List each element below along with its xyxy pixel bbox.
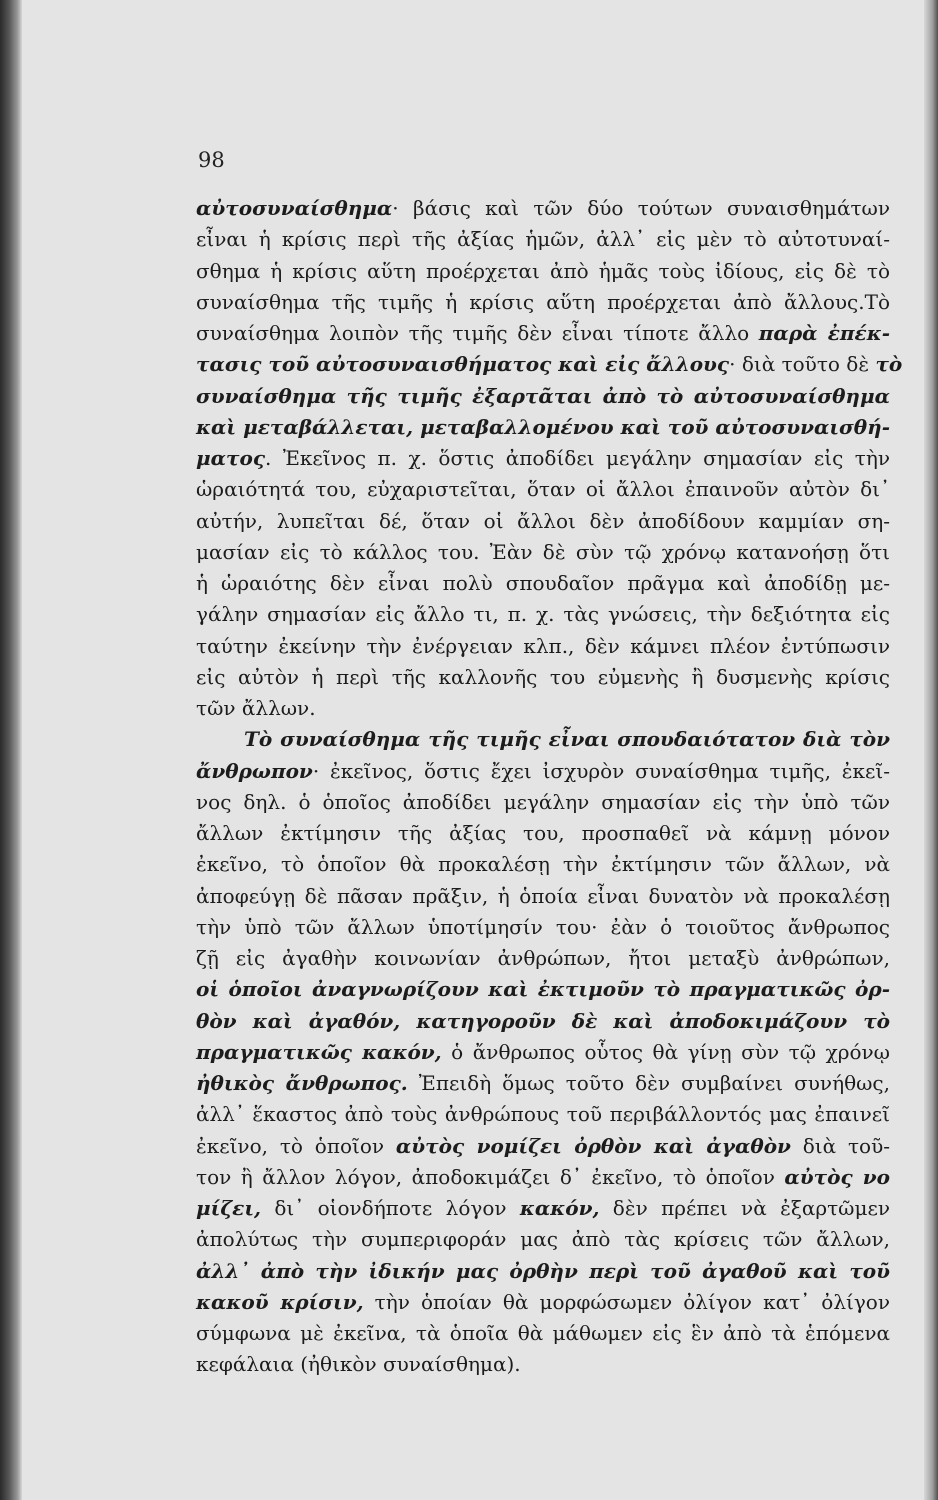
emphasized-text: ἄνθρωπον bbox=[196, 758, 313, 783]
text-run: τὴν ὁποίαν θὰ μορφώσωμεν ὀλίγον κατ᾿ ὀλίγον bbox=[363, 1289, 890, 1314]
text-run: μασίαν εἰς τὸ κάλλος του. Ἐὰν δὲ σὺν τῷ χρόνῳ κατανοήσῃ ὅτι bbox=[196, 539, 890, 564]
text-line bbox=[196, 943, 890, 974]
text-line bbox=[196, 787, 890, 818]
text-line bbox=[196, 599, 890, 630]
emphasized-text: τὸ bbox=[875, 352, 903, 377]
text-line bbox=[196, 1037, 890, 1068]
text-run: τον ἢ ἄλλον λόγον, ἀποδοκιμάζει δ᾿ ἐκεῖνο, τὸ ὁποῖον bbox=[196, 1164, 785, 1189]
page-edge-shadow bbox=[924, 0, 938, 1500]
text-line bbox=[196, 662, 890, 693]
emphasized-text: κακόν, bbox=[519, 1196, 600, 1220]
text-run: κεφάλαια (ἠθικὸν συναίσθημα). bbox=[196, 1352, 521, 1377]
text-run: · διὰ τοῦτο δὲ bbox=[729, 352, 876, 377]
text-run: ἐκεῖνο, τὸ ὁποῖον θὰ προκαλέσῃ τὴν ἐκτίμησιν τῶν ἄλλων, νὰ bbox=[196, 852, 890, 877]
text-run: δι᾿ οἱονδήποτε λόγον bbox=[260, 1196, 520, 1220]
emphasized-text: μίζει, bbox=[196, 1196, 261, 1220]
text-line bbox=[196, 381, 890, 412]
page-number: 98 bbox=[198, 148, 225, 172]
text-line bbox=[196, 756, 890, 787]
text-line bbox=[196, 193, 890, 224]
text-run: ἀπολύτως τὴν συμπεριφοράν μας ἀπὸ τὰς κρίσεις τῶν ἄλλων, bbox=[196, 1227, 890, 1252]
text-run: εἶναι ἡ κρίσις περὶ τῆς ἀξίας ἡμῶν, ἀλλ᾿ εἰς μὲν τὸ αὐτοτυναί- bbox=[196, 227, 890, 252]
text-run: ζῇ εἰς ἀγαθὴν κοινωνίαν ἀνθρώπων, ἤτοι μεταξὺ ἀνθρώπων, bbox=[196, 946, 890, 970]
text-line bbox=[196, 1287, 890, 1318]
emphasized-text: παρὰ ἐπέκ- bbox=[758, 321, 890, 345]
text-run: ἡ ὡραιότης δὲν εἶναι πολὺ σπουδαῖον πρᾶγμα καὶ ἀποδίδῃ με- bbox=[196, 571, 890, 595]
text-run: τῶν ἄλλων. bbox=[196, 696, 316, 720]
emphasized-text: ἀλλ᾿ ἀπὸ τὴν ἰδικήν μας ὀρθὴν περὶ τοῦ ἀγαθοῦ καὶ τοῦ bbox=[196, 1258, 890, 1283]
text-line bbox=[196, 256, 890, 287]
emphasized-text: Τὸ συναίσθημα τῆς τιμῆς εἶναι σπουδαιότατον διὰ τὸν bbox=[244, 727, 890, 752]
emphasized-text: οἱ ὁποῖοι ἀναγνωρίζουν καὶ ἐκτιμοῦν τὸ πραγματικῶς ὀρ- bbox=[196, 977, 890, 1002]
text-line bbox=[196, 568, 890, 599]
text-line bbox=[196, 912, 890, 943]
text-run: ταύτην ἐκείνην τὴν ἐνέργειαν κλπ., δὲν κάμνει πλέον ἐντύπωσιν bbox=[196, 633, 890, 658]
text-line bbox=[196, 974, 890, 1005]
emphasized-text: κακοῦ κρίσιν, bbox=[196, 1289, 364, 1314]
text-line bbox=[196, 474, 890, 505]
text-line bbox=[196, 412, 890, 443]
text-run: ἀποφεύγῃ δὲ πᾶσαν πρᾶξιν, ἡ ὁποία εἶναι δυνατὸν νὰ προκαλέσῃ bbox=[196, 883, 890, 908]
text-line bbox=[196, 443, 890, 474]
text-run: Ἐπειδὴ ὅμως τοῦτο δὲν συμβαίνει συνήθως, bbox=[407, 1071, 890, 1095]
text-line bbox=[196, 1349, 890, 1380]
text-run: γάλην σημασίαν εἰς ἄλλο τι, π. χ. τὰς γνώσεις, τὴν δεξιότητα εἰς bbox=[196, 602, 890, 627]
body-text bbox=[196, 193, 903, 1381]
text-run: δὲν πρέπει νὰ ἐξαρτῶμεν bbox=[599, 1196, 890, 1220]
text-line bbox=[196, 1193, 890, 1224]
text-run: ἀλλ᾿ ἕκαστος ἀπὸ τοὺς ἀνθρώπους τοῦ περιβάλλοντός μας ἐπαινεῖ bbox=[196, 1102, 890, 1127]
text-run: εἰς αὐτὸν ἡ περὶ τῆς καλλονῆς του εὐμενὴς ἢ δυσμενὴς κρίσις bbox=[196, 664, 890, 689]
text-run: νος δηλ. ὁ ὁποῖος ἀποδίδει μεγάλην σημασίαν εἰς τὴν ὑπὸ τῶν bbox=[196, 789, 890, 814]
text-line bbox=[196, 1099, 890, 1130]
text-line bbox=[196, 349, 903, 380]
emphasized-text: αὐτοσυναίσθημα bbox=[196, 196, 393, 220]
book-spine-shadow bbox=[0, 0, 22, 1500]
text-run: αὐτήν, λυπεῖται δέ, ὅταν οἱ ἄλλοι δὲν ἀποδίδουν καμμίαν ση- bbox=[196, 508, 890, 533]
emphasized-text: ματος bbox=[196, 446, 266, 470]
text-line bbox=[196, 1068, 890, 1099]
emphasized-text: πραγματικῶς κακόν, bbox=[196, 1039, 442, 1064]
text-line bbox=[196, 1162, 890, 1193]
text-line bbox=[196, 631, 890, 662]
text-line bbox=[196, 881, 890, 912]
text-run: ἐκεῖνο, τὸ ὁποῖον bbox=[196, 1133, 396, 1158]
text-run: ὡραιότητά του, εὐχαριστεῖται, ὅταν οἱ ἄλλοι ἐπαινοῦν αὐτὸν δι᾿ bbox=[196, 477, 890, 502]
emphasized-text: καὶ μεταβάλλεται, μεταβαλλομένου καὶ τοῦ αὐτοσυναισθή- bbox=[196, 414, 890, 439]
text-line bbox=[196, 693, 890, 724]
text-line bbox=[196, 287, 890, 318]
text-run: συναίσθημα λοιπὸν τῆς τιμῆς δὲν εἶναι τίποτε ἄλλο bbox=[196, 321, 759, 345]
text-run: · βάσις καὶ τῶν δύο τούτων συναισθημάτων bbox=[392, 196, 890, 220]
text-run: σθημα ἡ κρίσις αὕτη προέρχεται ἀπὸ ἡμᾶς τοὺς ἰδίους, εἰς δὲ τὸ bbox=[196, 258, 890, 283]
text-line bbox=[196, 1131, 890, 1162]
emphasized-text: τασις τοῦ αὐτοσυναισθήματος καὶ εἰς ἄλλους bbox=[196, 352, 730, 377]
text-line bbox=[196, 506, 890, 537]
emphasized-text: αὐτὸς νο bbox=[784, 1164, 890, 1189]
emphasized-text: συναίσθημα τῆς τιμῆς ἐξαρτᾶται ἀπὸ τὸ αὐτοσυναίσθημα bbox=[196, 383, 890, 408]
text-line bbox=[196, 1224, 890, 1255]
text-line bbox=[196, 1318, 890, 1349]
emphasized-text: θὸν καὶ ἀγαθόν, κατηγοροῦν δὲ καὶ ἀποδοκιμάζουν τὸ bbox=[196, 1008, 890, 1033]
text-run: ὁ ἄνθρωπος οὗτος θὰ γίνῃ σὺν τῷ χρόνῳ bbox=[441, 1039, 890, 1064]
text-run: συναίσθημα τῆς τιμῆς ἡ κρίσις αὕτη προέρχεται ἀπὸ ἄλλους.Τὸ bbox=[196, 289, 890, 314]
text-line bbox=[196, 724, 890, 755]
text-run: σύμφωνα μὲ ἐκεῖνα, τὰ ὁποῖα θὰ μάθωμεν εἰς ἓν ἀπὸ τὰ ἑπόμενα bbox=[196, 1321, 890, 1345]
text-line bbox=[196, 849, 890, 880]
text-line bbox=[196, 224, 890, 255]
text-line bbox=[196, 1006, 890, 1037]
text-line bbox=[196, 1256, 890, 1287]
emphasized-text: αὐτὸς νομίζει ὀρθὸν καὶ ἀγαθὸν bbox=[395, 1133, 791, 1158]
text-line bbox=[196, 818, 890, 849]
text-run: · ἐκεῖνος, ὅστις ἔχει ἰσχυρὸν συναίσθημα τιμῆς, ἐκεῖ- bbox=[312, 758, 890, 783]
text-line bbox=[196, 537, 890, 568]
text-line bbox=[196, 318, 890, 349]
text-run: τὴν ὑπὸ τῶν ἄλλων ὑποτίμησίν του· ἐὰν ὁ τοιοῦτος ἄνθρωπος bbox=[196, 914, 890, 939]
text-run: . Ἐκεῖνος π. χ. ὅστις ἀποδίδει μεγάλην σημασίαν εἰς τὴν bbox=[265, 446, 890, 470]
text-run: διὰ τοῦ- bbox=[790, 1133, 891, 1158]
emphasized-text: ἠθικὸς ἄνθρωπος. bbox=[196, 1071, 408, 1095]
text-run: ἄλλων ἐκτίμησιν τῆς ἀξίας του, προσπαθεῖ νὰ κάμνῃ μόνον bbox=[196, 821, 890, 845]
